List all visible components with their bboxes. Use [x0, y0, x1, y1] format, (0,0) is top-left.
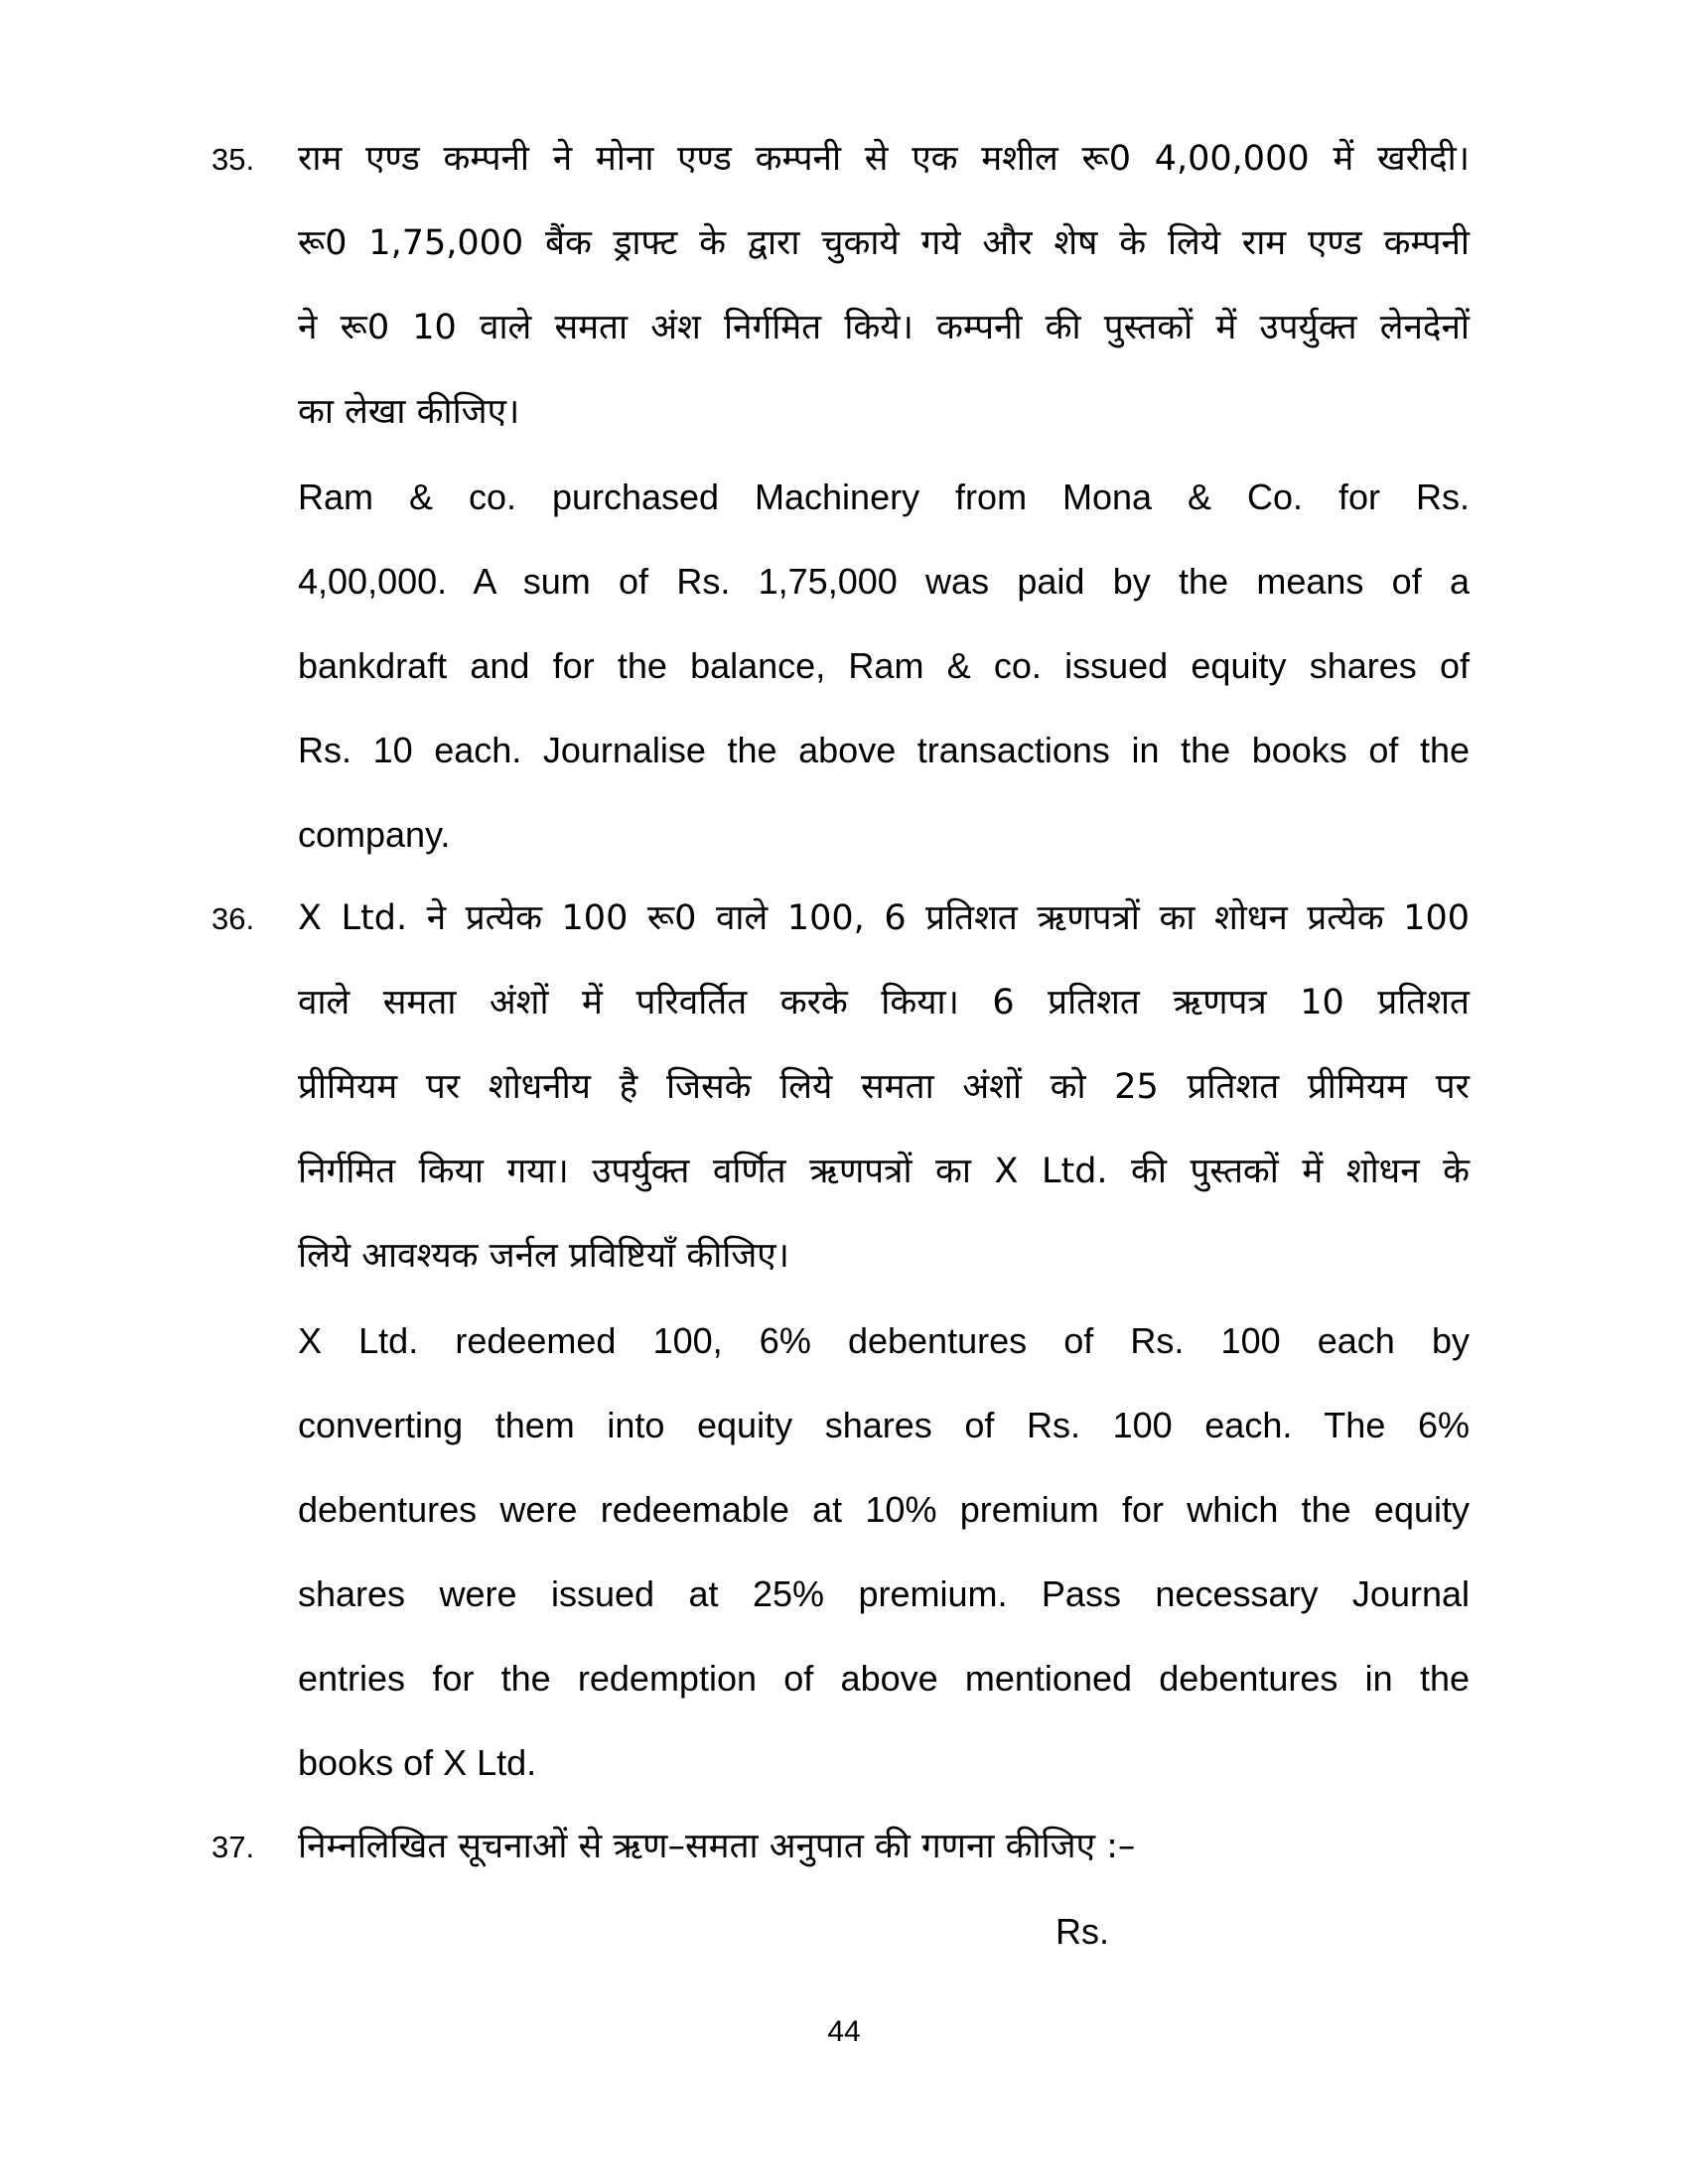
q35-hindi-line-2: रू0 1,75,000 बैंक ड्राफ्ट के द्वारा चुकाये गये और शेष के लिये राम एण्ड कम्पनी [298, 223, 1470, 263]
q35-english-line-1: Ram & co. purchased Machinery from Mona & Co. for Rs. [298, 477, 1470, 517]
q36-hindi-line-1: X Ltd. ने प्रत्येक 100 रू0 वाले 100, 6 प्रतिशत ऋणपत्रों का शोधन प्रत्येक 100 [298, 898, 1470, 938]
q35-english-line-3: bankdraft and for the balance, Ram & co. issued equity shares of [298, 645, 1470, 686]
question-37-body [298, 1805, 1470, 1974]
q35-hindi-line-3: ने रू0 10 वाले समता अंश निर्गमित किये। कम्पनी की पुस्तकों में उपर्युक्त लेनदेनों [298, 308, 1470, 347]
question-36 [0, 877, 1688, 1805]
question-35 [0, 117, 1688, 877]
question-35-body [298, 117, 1470, 877]
question-37-number: 37. [211, 1830, 255, 1864]
page-number: 44 [827, 2015, 861, 2048]
q36-english-line-6: books of X Ltd. [298, 1742, 537, 1783]
q37-hindi-line-1: निम्नलिखित सूचनाओं से ऋण–समता अनुपात की गणना कीजिए :– [298, 1827, 1136, 1866]
q36-english-line-2: converting them into equity shares of Rs. 100 each. The 6% [298, 1405, 1470, 1445]
question-35-number: 35. [211, 142, 255, 177]
q35-english-line-5: company. [298, 814, 451, 855]
question-36-body [298, 877, 1470, 1805]
q36-hindi-line-5: लिये आवश्यक जर्नल प्रविष्टियाँ कीजिए। [298, 1236, 789, 1276]
q35-hindi-line-4: का लेखा कीजिए। [298, 392, 520, 432]
question-36-number: 36. [211, 901, 255, 936]
question-37 [0, 1805, 1688, 1974]
document-page [0, 117, 1688, 1974]
q36-hindi-line-2: वाले समता अंशों में परिवर्तित करके किया। 6 प्रतिशत ऋणपत्र 10 प्रतिशत [298, 983, 1470, 1023]
q35-english-line-2: 4,00,000. A sum of Rs. 1,75,000 was paid by the means of a [298, 561, 1470, 602]
q37-rs-label: Rs. [1055, 1911, 1109, 1952]
q36-hindi-line-4: निर्गमित किया गया। उपर्युक्त वर्णित ऋणपत्रों का X Ltd. की पुस्तकों में शोधन के [298, 1152, 1470, 1191]
q36-hindi-line-3: प्रीमियम पर शोधनीय है जिसके लिये समता अंशों को 25 प्रतिशत प्रीमियम पर [298, 1067, 1470, 1107]
q36-english-line-4: shares were issued at 25% premium. Pass necessary Journal [298, 1573, 1470, 1614]
q36-english-line-1: X Ltd. redeemed 100, 6% debentures of Rs. 100 each by [298, 1320, 1470, 1361]
q36-english-line-3: debentures were redeemable at 10% premium for which the equity [298, 1489, 1470, 1530]
q35-hindi-line-1: राम एण्ड कम्पनी ने मोना एण्ड कम्पनी से एक मशील रू0 4,00,000 में खरीदी। [298, 139, 1470, 179]
q35-english-line-4: Rs. 10 each. Journalise the above transactions in the books of the [298, 730, 1470, 770]
q36-english-line-5: entries for the redemption of above mentioned debentures in the [298, 1658, 1470, 1699]
